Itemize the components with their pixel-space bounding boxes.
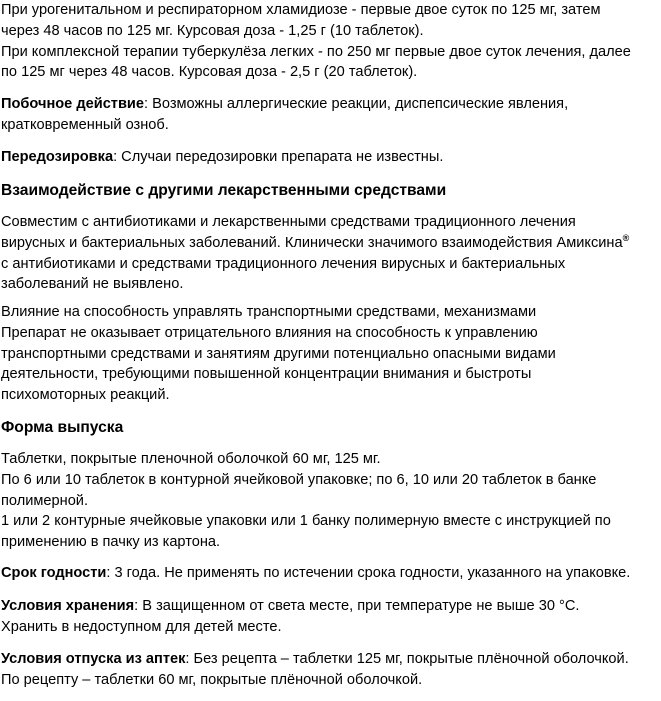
interaction-paragraph <box>1 212 629 295</box>
overdose-paragraph <box>1 147 443 168</box>
side-effects-text: : Возможны аллергические реакции, диспепсические явления, кратковременный озноб. <box>1 96 569 133</box>
dosage-paragraph: При урогенитальном и респираторном хламидиозе - первые двое суток по 125 мг, затем через 48 часов по 125 мг. Курсовая доза - 1,25 г (10 таблеток). При комплексной терапии туберкулёза легких - по 250 мг первые двое суток лечения, далее по 125 мг через 48 часов. Курсовая доза - 2,5 г (20 таблеток). <box>1 2 631 81</box>
storage-text: : В защищенном от света месте, при температуре не выше 30 °С. Хранить в недоступном для детей месте. <box>1 598 580 635</box>
overdose-text: : Случаи передозировки препарата не известны. <box>113 149 444 165</box>
dispensing-label: Условия отпуска из аптек <box>1 651 186 667</box>
dispensing-paragraph <box>1 649 629 691</box>
overdose-label: Передозировка <box>1 149 114 165</box>
trademark-symbol: ® <box>622 232 630 243</box>
dispensing-text: : Без рецепта – таблетки 125 мг, покрытые плёночной оболочкой. По рецепту – таблетки 60 мг, покрытые плёночной оболочкой. <box>1 651 629 688</box>
shelf-life-text: : 3 года. Не применять по истечении срока годности, указанного на упаковке. <box>106 565 631 581</box>
interaction-text-part1: Совместим с антибиотиками и лекарственными средствами традиционного лечения вирусных и бактериальных заболеваний. Клинически значимого взаимодействия Амиксина <box>1 214 623 251</box>
interaction-heading: Взаимодействие с другими лекарственными средствами <box>1 182 447 199</box>
side-effects-paragraph <box>1 94 568 136</box>
storage-paragraph <box>1 596 579 638</box>
side-effects-label: Побочное действие <box>1 96 145 112</box>
storage-label: Условия хранения <box>1 598 135 614</box>
shelf-life-paragraph <box>1 563 630 584</box>
release-form-heading: Форма выпуска <box>1 419 124 436</box>
release-form-paragraph: Таблетки, покрытые пленочной оболочкой 60 мг, 125 мг. По 6 или 10 таблеток в контурной ячейковой упаковке; по 6, 10 или 20 таблеток в банке полимерной. 1 или 2 контурные ячейковые упаковки или 1 банку полимерную вместе с инструкцией по применению в пачку из картона. <box>1 451 611 551</box>
driving-ability-paragraph: Влияние на способность управлять транспортными средствами, механизмами Препарат не оказывает отрицательного влияния на способность к управлению транспортными средствами и занятиям другими потенциально опасными видами деятельности, требующими повышенной концентрации внимания и быстроты психомоторных реакций. <box>1 304 556 404</box>
shelf-life-label: Срок годности <box>1 565 107 581</box>
interaction-text-part2: с антибиотиками и средствами традиционного лечения вирусных и бактериальных заболеваний не выявлено. <box>1 255 566 293</box>
